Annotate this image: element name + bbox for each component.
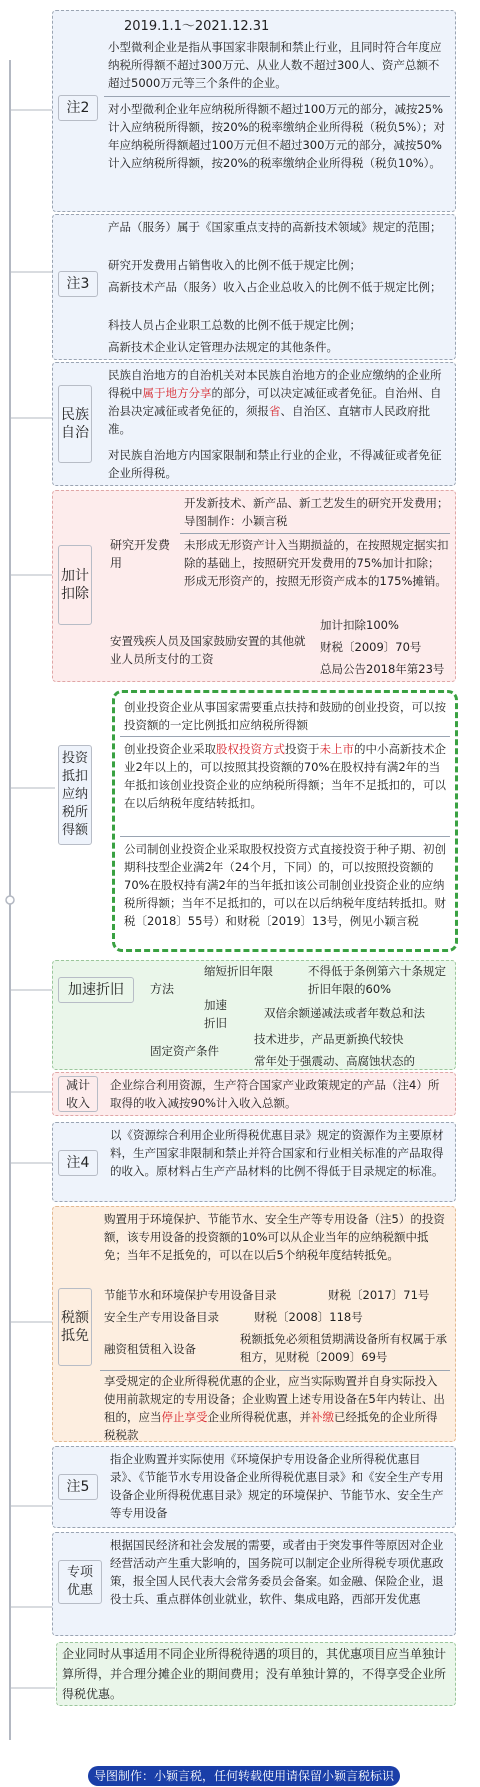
note3-item-1: 产品（服务）属于《国家重点支持的高新技术领域》规定的范围； bbox=[108, 220, 442, 234]
method-label: 方法 bbox=[150, 982, 175, 996]
note2-tax-rates: 对小型微利企业年应纳税所得额不超过100万元的部分，减按25%计入应纳税所得额，按20%的税率缴纳企业所得税（税负5%）；对年应纳税所得额超过100万元但不超过300万元的部分，减按50%计入应纳税所得额，按20%的税率缴纳企业所得税（税负10%）。 bbox=[108, 102, 446, 170]
leasing-desc: 税额抵免必须租赁期满设备所有权属于承租方，见财税〔2009〕69号 bbox=[240, 1332, 447, 1364]
jianji-label: 减计收入 bbox=[58, 1076, 98, 1112]
note3-item-4: 科技人员占企业职工总数的比例不低于规定比例； bbox=[108, 318, 361, 332]
note4-label: 注4 bbox=[58, 1150, 98, 1176]
divider bbox=[180, 533, 450, 534]
divider bbox=[120, 736, 450, 737]
asset-condition-label: 固定资产条件 bbox=[150, 1044, 219, 1058]
catalog-safety-label: 安全生产专用设备目录 bbox=[104, 1310, 219, 1324]
asset-condition-1: 技术进步，产品更新换代较快 bbox=[254, 1032, 404, 1046]
note2-label: 注2 bbox=[58, 95, 98, 121]
rd-scope: 开发新技术、新产品、新工艺发生的研究开发费用； 导图制作：小颖言税 bbox=[184, 496, 449, 528]
note5-text: 指企业购置并实际使用《环境保护专用设备企业所得税优惠目录》、《节能节水专用设备企业所得税优惠目录》和《安全生产专用设备企业所得税优惠目录》规定的环境保护、节能节水、安全生产等专用设备 bbox=[110, 1452, 444, 1520]
disabled-deduction: 加计扣除100% bbox=[320, 618, 399, 632]
accelerated-label: 加速折旧 bbox=[204, 998, 227, 1030]
divider bbox=[104, 96, 450, 97]
rd-deduction: 未形成无形资产计入当期损益的，在按照规定据实扣除的基础上，按照研究开发费用的75%加计扣除；形成无形资产的，按照无形资产成本的175%摊销。 bbox=[184, 538, 449, 588]
zhuanxiang-text: 根据国民经济和社会发展的需要，或者由于突发事件等原因对企业经营活动产生重大影响的，国务院可以制定企业所得税专项优惠政策，报全国人民代表大会常务委员会备案。如金融、保险企业，退役士兵、重点群体创业就业，软件、集成电路，西部开发优惠 bbox=[110, 1538, 444, 1606]
author-footer: 导图制作：小颖言税，任何转载使用请保留小颖言税标识 bbox=[88, 1766, 400, 1786]
minzu-exclusion: 对民族自治地方内国家限制和禁止行业的企业，不得减征或者免征企业所得税。 bbox=[108, 448, 442, 480]
zhejiu-label: 加速折旧 bbox=[58, 977, 134, 1003]
divider bbox=[120, 836, 450, 837]
note5-label: 注5 bbox=[58, 1474, 98, 1500]
catalog-energy-label: 节能节水和环境保护专用设备目录 bbox=[104, 1288, 277, 1302]
mindmap-trunk bbox=[0, 0, 60, 1787]
jiaji-label: 加计扣除 bbox=[58, 545, 92, 625]
touzi-corporate: 公司制创业投资企业采取股权投资方式直接投资于种子期、初创期科技型企业满2年（24个月，下同）的，可以按照投资额的70%在股权持有满2年的当年抵扣该公司制创业投资企业的应纳税所得额；当年不足抵扣的，可以在以后纳税年度结转抵扣。财税〔2018〕55号）和财税〔2019〕13号，例见小颖言税 bbox=[124, 842, 446, 928]
catalog-safety-doc: 财税〔2008〕118号 bbox=[254, 1310, 363, 1324]
accelerated-desc: 双倍余额递减法或者年数总和法 bbox=[264, 1006, 425, 1020]
short-life-label: 缩短折旧年限 bbox=[204, 964, 273, 978]
note3-item-3: 高新技术产品（服务）收入占企业总收入的比例不低于规定比例； bbox=[108, 280, 442, 294]
note3-label: 注3 bbox=[58, 271, 98, 297]
minzu-label: 民族自治 bbox=[58, 385, 92, 463]
touzi-venture: 创业投资企业采取股权投资方式投资于未上市的中小高新技术企业2年以上的，可以按照其投资额的70%在股权持有满2年的当年抵扣该创业投资企业的应纳税所得额；当年不足抵扣的，可以在以后纳税年度结转抵扣。 bbox=[124, 742, 446, 810]
rd-label: 研究开发费用 bbox=[110, 538, 171, 570]
short-life-desc: 不得低于条例第六十条规定折旧年限的60% bbox=[308, 964, 446, 996]
note3-item-2: 研究开发费用占销售收入的比例不低于规定比例； bbox=[108, 258, 361, 272]
divider bbox=[100, 1370, 450, 1371]
shuier-purchase: 购置用于环境保护、节能节水、安全生产等专用设备（注5）的投资额，该专用设备的投资额的10%可以从企业当年的应纳税额中抵免；当年不足抵免的，可以在以后5个纳税年度结转抵免。 bbox=[104, 1212, 445, 1262]
note2-date: 2019.1.1～2021.12.31 bbox=[124, 19, 270, 34]
disabled-doc-2: 总局公告2018年第23号 bbox=[320, 662, 445, 676]
leasing-label: 融资租赁租入设备 bbox=[104, 1342, 196, 1356]
touzi-general: 创业投资企业从事国家需要重点扶持和鼓励的创业投资，可以按投资额的一定比例抵扣应纳税所得额 bbox=[124, 700, 446, 732]
jianji-text: 企业综合利用资源，生产符合国家产业政策规定的产品（注4）所取得的收入减按90%计入收入总额。 bbox=[110, 1078, 440, 1110]
shuier-clawback: 享受规定的企业所得税优惠的企业，应当实际购置并自身实际投入使用前款规定的专用设备；企业购置上述专用设备在5年内转让、出租的，应当停止享受企业所得税优惠，并补缴已经抵免的企业所得税税款 bbox=[104, 1374, 445, 1442]
disabled-wages-label: 安置残疾人员及国家鼓励安置的其他就业人员所支付的工资 bbox=[110, 634, 306, 666]
touzi-label: 投资抵扣应纳税所得额 bbox=[58, 745, 92, 845]
note3-item-5: 高新技术企业认定管理办法规定的其他条件。 bbox=[108, 340, 338, 354]
shuier-label: 税额抵免 bbox=[58, 1288, 92, 1366]
bottom-note: 企业同时从事适用不同企业所得税待遇的项目的，其优惠项目应当单独计算所得，并合理分摊企业的期间费用；没有单独计算的，不得享受企业所得税优惠。 bbox=[62, 1647, 447, 1701]
note4-text: 以《资源综合利用企业所得税优惠目录》规定的资源作为主要原材料，生产国家非限制和禁止并符合国家和行业相关标准的产品取得的收入。原材料占生产产品材料的比例不得低于目录规定的标准。 bbox=[110, 1128, 444, 1178]
asset-condition-2: 常年处于强震动、高腐蚀状态的 bbox=[254, 1054, 415, 1068]
zhuanxiang-label: 专项优惠 bbox=[58, 1560, 102, 1604]
minzu-policy: 民族自治地方的自治机关对本民族自治地方的企业应缴纳的企业所得税中属于地方分享的部分，可以决定减征或者免征。自治州、自治县决定减征或者免征的，须报省、自治区、直辖市人民政府批准。 bbox=[108, 368, 442, 436]
catalog-energy-doc: 财税〔2017〕71号 bbox=[328, 1288, 430, 1302]
note2-definition: 小型微利企业是指从事国家非限制和禁止行业，且同时符合年度应纳税所得额不超过300万元、从业人数不超过300人、资产总额不超过5000万元等三个条件的企业。 bbox=[108, 40, 442, 90]
disabled-doc-1: 财税〔2009〕70号 bbox=[320, 640, 422, 654]
